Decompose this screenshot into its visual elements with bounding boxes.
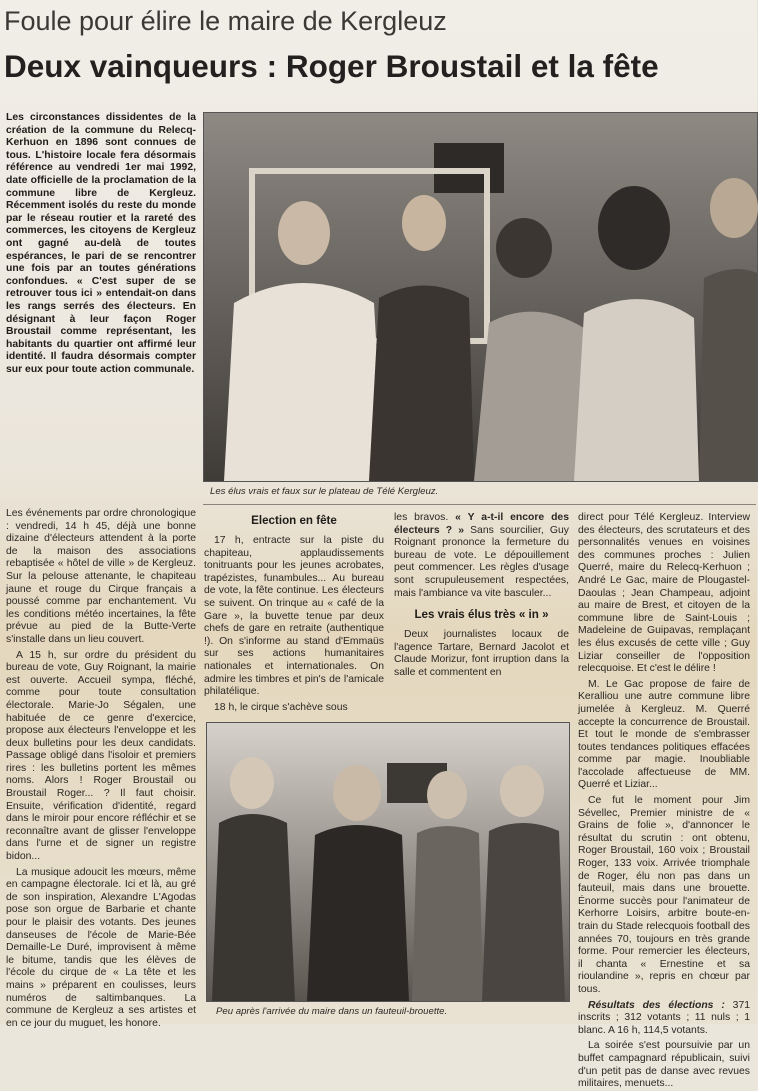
photo-tv-set-caption: Les élus vrais et faux sur le plateau de Télé Kergleuz.	[210, 486, 439, 497]
column-2-paragraph: 17 h, entracte sur la piste du chapiteau, applaudissements tonitruants pour les jeunes acrobates, trapézistes, funambules... Au bureau de vote, la fête continue. Les électeurs se suivent. On trinque au « café de la Gare », la buvette tenue par deux chefs de gare en retraite (authentique !). On s'informe au stand d'Emmaüs sur ses actions humanitaires nationales et internationales. On admire les timbres et pin's de l'amicale philatélique.	[204, 535, 384, 698]
lead-paragraph: Les circonstances dissidentes de la création de la commune du Relecq-Kerhuon en 1896 sont connues de tous. L'histoire locale fera désormais référence au vendredi 1er mai 1992, date officielle de la proclamation de la commune libre de Kergleuz. Récemment isolés du reste du monde par le réseau routier et la rareté des commerces, les citoyens de Kergleuz ont gagné au-delà de toutes espérances, le pari de se rencontrer une fois par an toutes générations confondues. « C'est super de se retrouver tous ici » entendait-on dans les rangs serrés des électeurs. En désignant à leur façon Roger Broustail comme représentant, les habitants du quartier ont affirmé leur identité. Il faudra désormais compter sur eux pour toute action communale.	[6, 112, 196, 375]
column-2-paragraph: 18 h, le cirque s'achève sous	[214, 701, 348, 713]
article-column-3	[394, 512, 569, 712]
column-4-paragraph: direct pour Télé Kergleuz. Interview des électeurs, des scrutateurs et des personnalités venues en voisines des communes proches : Julien Querré, maire du Relecq-Kerhuon ; André Le Gac, maire de Plougastel-Daoulas ; Jean Champeau, adjoint au maire de Brest, et citoyen de la commune libre de Saint-Louis ; Madeleine de Guipavas, remplaçant les élus excusés de cette ville ; Guy Liziar conseiller de l'opposition relecquoise. Et c'est le délire !	[578, 512, 750, 675]
photo-mayor-arrival	[206, 722, 570, 1002]
column-3-intro-end: Sans sourcilier, Guy Roignant prononce la fermeture du bureau de vote. Le dépouillement peut commencer. Les règles d'usage sont scrupuleusement respectées, mais l'ambiance va vite basculer...	[394, 524, 569, 599]
photo-mayor-arrival-image	[207, 723, 569, 1001]
subhead-vrais-elus: Les vrais élus très « in »	[414, 608, 549, 622]
article-column-2	[204, 512, 384, 712]
column-1-paragraph: La musique adoucit les mœurs, même en campagne électorale. Ici et là, au gré de son inspiration, Alexandre L'Agodas pose son orgue de Barbarie et chante pour le plaisir des votants. Des jeunes danseuses de l'école de Marie-Bée Demaille-Le Duré, improvisent à même le bitume, tandis que les élèves de l'école du cirque de « La tête et les mains » préparent en coulisses, leurs numéros de saltimbanques. La commune de Kergleuz a ses artistes et en ce jour du muguet, les honore.	[6, 866, 196, 1029]
column-3-intro-quote: « Y a-t-il encore des électeurs ? »	[394, 512, 569, 536]
column-3-paragraph: Deux journalistes locaux de l'agence Tartare, Bernard Jacolot et Claude Morizur, font irruption dans la salle et commentent en	[394, 629, 569, 678]
column-4-paragraph: M. Le Gac propose de faire de Keralliou une autre commune libre jumelée à Kergleuz. M. Querré accepte la concurrence de Broustail. Et tout le monde de s'embrasser toutes tendances politiques effacées comme par magie. Inoubliable l'accolade affectueuse de MM. Querré et Liziar...	[578, 678, 750, 791]
column-1-paragraph: A 15 h, sur ordre du président du bureau de vote, Guy Roignant, la mairie est ouverte. Accueil sympa, fléché, comme pour toute consultation électorale. Marie-Jo Ségalen, une habituée de ce genre d'exercice, propose aux électeurs l'enveloppe et les deux bulletins pour les deux candidats. Passage obligé dans l'isoloir et premiers rires : les bulletins portent les mêmes noms. Alors ! Roger Broustail ou Broustail Roger... ? Il faut choisir. Ensuite, vérification d'identité, regard dans le miroir pour encore réfléchir et se reconnaître avant de glisser l'enveloppe dans l'urne et de signer un registre bidon...	[6, 649, 196, 863]
article-headline: Deux vainqueurs : Roger Broustail et la fête	[4, 48, 659, 84]
article-column-1	[6, 508, 196, 1029]
caption-divider	[203, 504, 756, 505]
photo-tv-set-image	[204, 113, 757, 481]
column-4-closing: La soirée s'est poursuivie par un buffet campagnard républicain, suivi d'un petit pas de danse avec revues militaires, menuets...	[578, 1040, 750, 1090]
column-4-paragraph: Ce fut le moment pour Jim Sévellec, Premier ministre de « Grains de folie », d'annoncer le résultat du scrutin : ont obtenu, Roger Broustail, 160 voix ; Broustail Roger, 133 voix. Arrivée triomphale de Roger, élu non pas dans un fauteuil, mais dans une brouette. Énorme succès pour l'animateur de Kerhorre Loisirs, arbitre boute-en-train du Stade relecquois football des années 70, toujours en très grande forme. Pour remercier les électeurs, il chanta « Ernestine et sa rioulandine », repris en chœur par tous.	[578, 795, 750, 995]
lead-paragraph-column	[6, 112, 196, 504]
photo-tv-set	[203, 112, 758, 482]
subhead-election-en-fete: Election en fête	[251, 514, 337, 527]
column-1-paragraph: Les événements par ordre chronologique : vendredi, 14 h 45, déjà une bonne dizaine d'électeurs attendent à la porte de la maison des associations rebaptisée « hôtel de ville » de Kergleuz. Sur la pelouse attenante, le chapiteau jaune et rouge du Cirque français a poussé comme par enchantement. Vu les conditions météo incertaines, la fête prévue au pied de la Butte-Verte s'installe dans un lieu couvert.	[6, 508, 196, 645]
election-results-text: 371 inscrits ; 312 votants ; 11 nuls ; 1 blanc. A 16 h, 114,5 votants.	[578, 999, 751, 1036]
election-results	[578, 1000, 750, 1038]
election-results-label: Résultats des élections :	[588, 999, 725, 1011]
column-3-intro	[394, 512, 569, 600]
photo-mayor-arrival-caption: Peu après l'arrivée du maire dans un fauteuil-brouette.	[216, 1006, 448, 1017]
column-3-intro-start: les bravos.	[394, 512, 456, 523]
article-kicker: Foule pour élire le maire de Kergleuz	[4, 6, 447, 36]
article-column-4	[578, 512, 751, 1090]
